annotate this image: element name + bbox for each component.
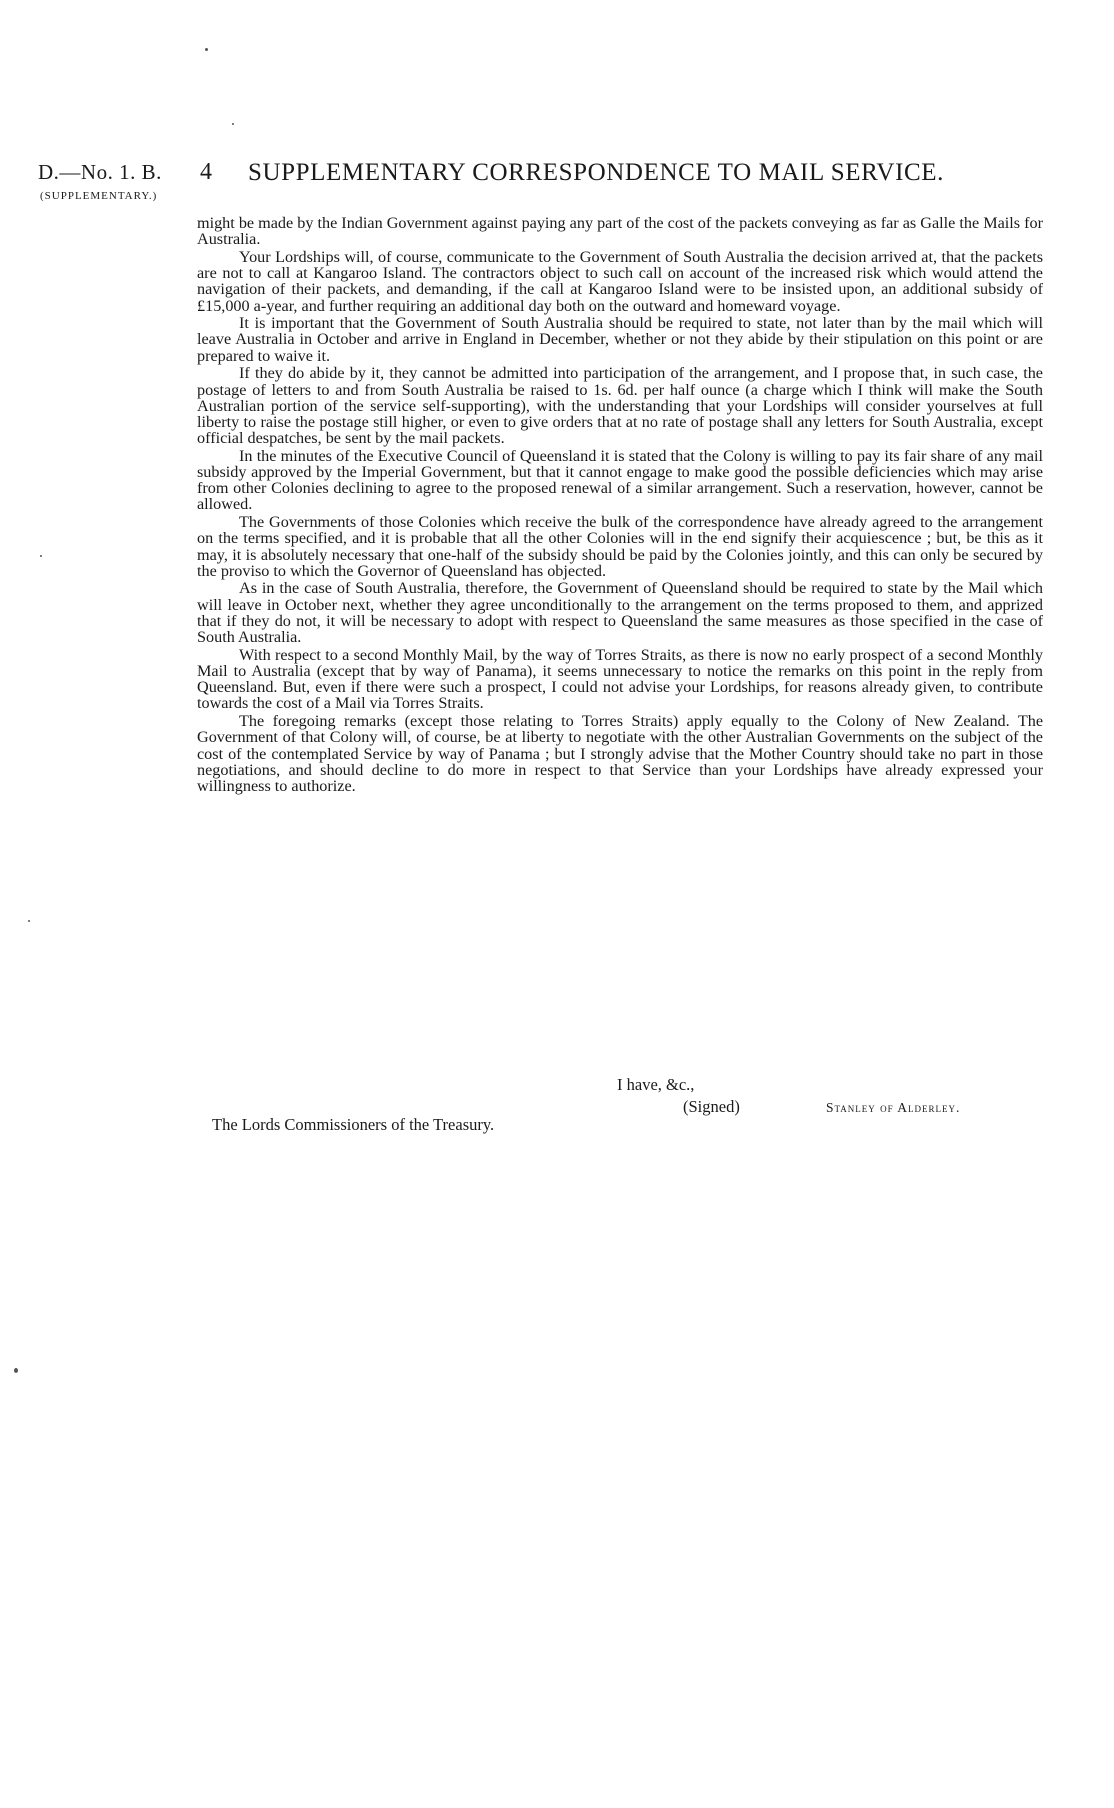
paragraph-6: The Governments of those Colonies which receive the bulk of the correspondence have already agreed to the arrangement on the terms specified, and it is probable that all the other Colonies will in the end signify their acquiescence ; but, be this as it may, it is absolutely necessary that one-half of the subsidy should be paid by the Colonies jointly, and this can only be secured by the proviso to which the Governor of Queensland has objected. <box>197 513 1043 580</box>
paragraph-2: Your Lordships will, of course, communicate to the Government of South Australia the decision arrived at, that the packets are not to call at Kangaroo Island. The contractors object to such call on account of the increased risk which would attend the navigation of their packets, and demanding, if the call at Kangaroo Island were to be insisted upon, an additional subsidy of £15,000 a-year, and further requiring an additional day both on the outward and homeward voyage. <box>197 247 1043 315</box>
paragraph-4: If they do abide by it, they cannot be admitted into participation of the arrangement, and I propose that, in such case, the postage of letters to and from South Australia be raised to 1s. 6d. per half ounce (a charge which I think will make the South Australian portion of the service self-supporting), with the understanding that your Lordships will consider yourselves at full liberty to raise the postage still higher, or even to give orders that at no rate of postage shall any letters for South Australia, except official despatches, be sent by the mail packets. <box>197 364 1043 448</box>
paragraph-9: The foregoing remarks (except those relating to Torres Straits) apply equally to the Colony of New Zealand. The Government of that Colony will, of course, be at liberty to negotiate with the other Australian Governments on the subject of the cost of the contemplated Service by way of Panama ; but I strongly advise that the Mother Country should take no part in those negotiations, and should decline to do more in respect to that Service than your Lordships have already expressed your willingness to authorize. <box>197 712 1043 795</box>
addressee: The Lords Commissioners of the Treasury. <box>212 1115 495 1134</box>
document-reference-subtitle: (SUPPLEMENTARY.) <box>40 190 158 202</box>
document-reference: D.—No. 1. B. <box>38 160 162 184</box>
paragraph-1: might be made by the Indian Government against paying any part of the cost of the packets conveying as far as Galle the Mails for Australia. <box>197 214 1043 249</box>
letter-body <box>197 215 1043 796</box>
paragraph-3: It is important that the Government of South Australia should be required to state, not later than by the mail which will leave Australia in October and arrive in England in December, whether or not they abide by their stipulation on this point or are prepared to waive it. <box>197 314 1043 365</box>
scan-speck <box>205 48 208 51</box>
paragraph-7: As in the case of South Australia, therefore, the Government of Queensland should be required to state by the Mail which will leave in October next, whether they agree unconditionally to the arrangement on the terms proposed to them, and apprized that if they do not, it will be necessary to adopt with respect to Queensland the same measures as those specified in the case of South Australia. <box>197 579 1043 647</box>
scan-speck <box>232 123 234 125</box>
paragraph-8: With respect to a second Monthly Mail, by the way of Torres Straits, as there is now no early prospect of a second Monthly Mail to Australia (except that by way of Panama), it seems unnecessary to notice the remarks on this point in the reply from Queensland. But, even if there were such a prospect, I could not advise your Lordships, for reasons already given, to contribute towards the cost of a Mail via Torres Straits. <box>197 645 1043 713</box>
page-title: SUPPLEMENTARY CORRESPONDENCE TO MAIL SERVICE. <box>248 159 944 186</box>
signatory-name: Stanley of Alderley. <box>826 1100 961 1115</box>
paragraph-5: In the minutes of the Executive Council of Queensland it is stated that the Colony is willing to pay its fair share of any mail subsidy approved by the Imperial Government, but that it cannot engage to make good the possible deficiencies which may arise from other Colonies declining to agree to the proposed renewal of a similar arrangement. Such a reservation, however, cannot be allowed. <box>197 446 1043 514</box>
page-number: 4 <box>200 159 212 185</box>
signed-marker: (Signed) <box>683 1097 740 1116</box>
scan-speck <box>14 1368 18 1373</box>
closing-salutation: I have, &c., <box>617 1075 695 1094</box>
scan-speck <box>40 555 42 557</box>
signature-block <box>0 1075 1114 1145</box>
scan-speck <box>28 920 30 922</box>
